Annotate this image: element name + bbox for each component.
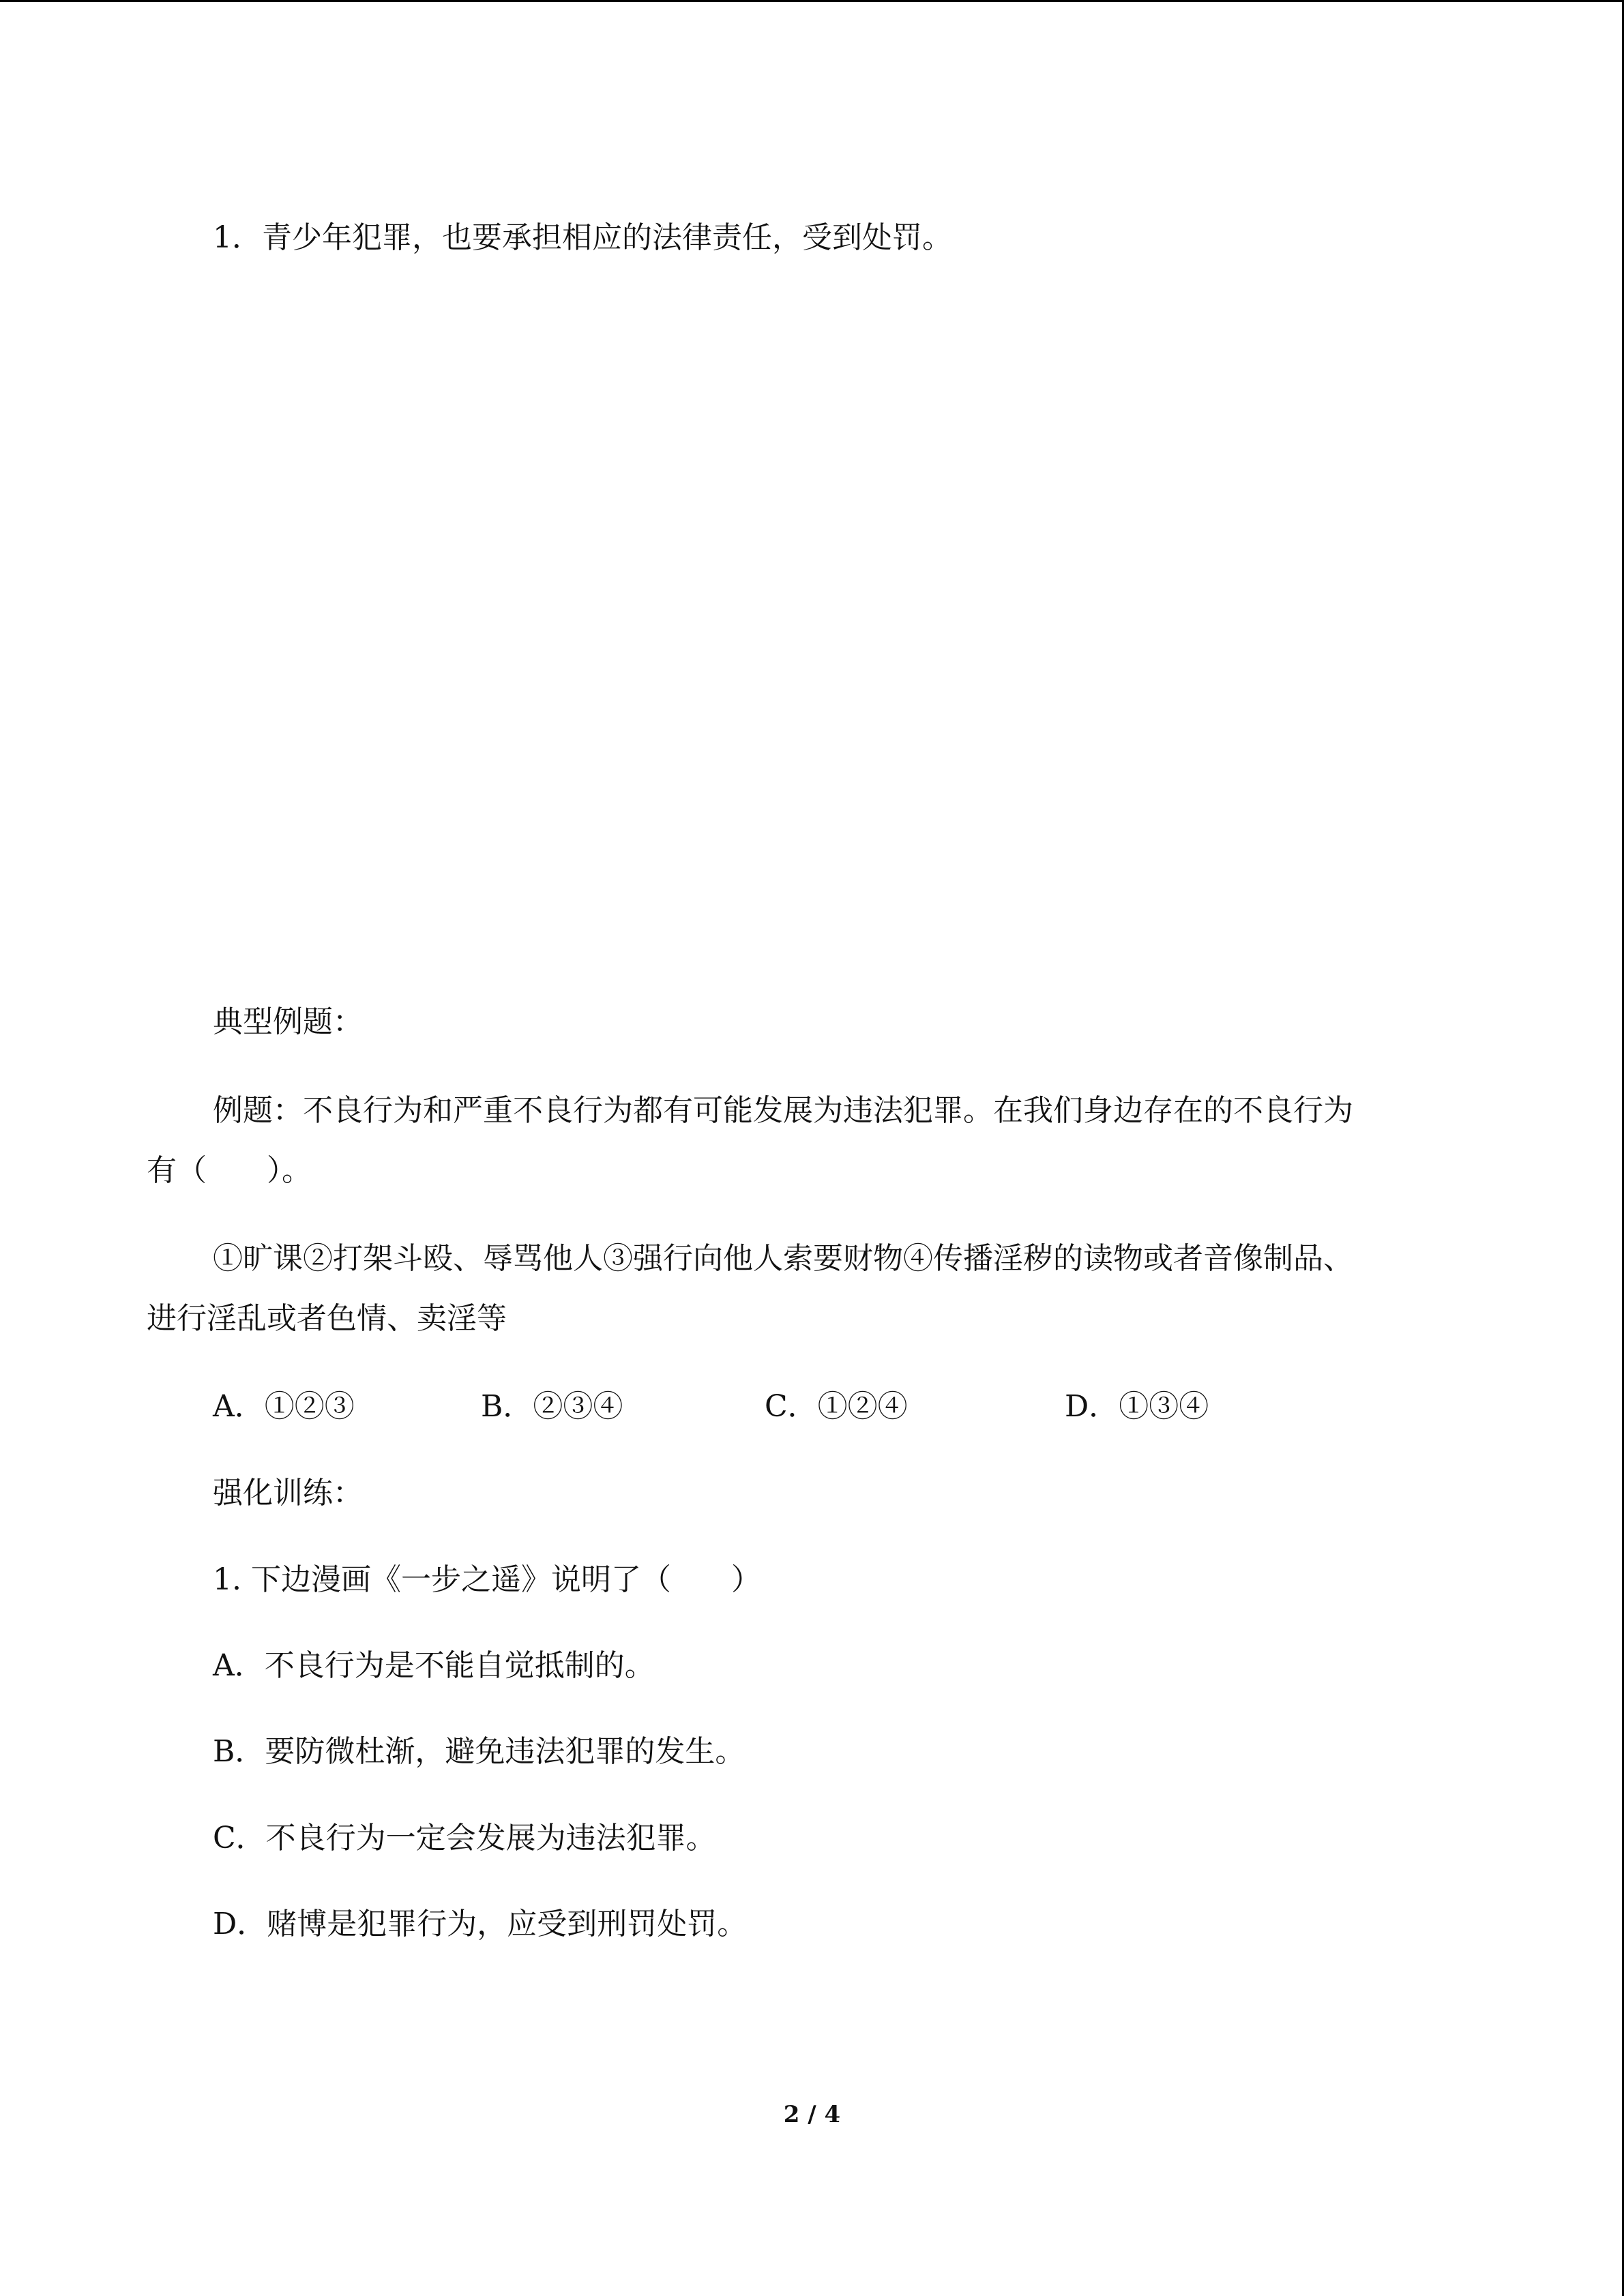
example-option-c: C．①②④ xyxy=(765,1389,908,1424)
example-question-line-1: 例题：不良行为和严重不良行为都有可能发展为违法犯罪。在我们身边存在的不良行为 xyxy=(213,1093,1353,1128)
training-option-d: D．赌博是犯罪行为，应受到刑罚处罚。 xyxy=(213,1907,748,1941)
example-items-line-1: ①旷课②打架斗殴、辱骂他人③强行向他人索要财物④传播淫秽的读物或者音像制品、 xyxy=(213,1241,1353,1276)
training-option-c: C．不良行为一定会发展为违法犯罪。 xyxy=(213,1821,716,1855)
example-items-line-2: 进行淫乱或者色情、卖淫等 xyxy=(147,1301,507,1336)
training-option-a: A．不良行为是不能自觉抵制的。 xyxy=(213,1648,655,1683)
page-number: 2 / 4 xyxy=(783,2101,841,2128)
example-option-d: D．①③④ xyxy=(1065,1389,1209,1424)
example-question-line-2: 有（ ）。 xyxy=(147,1153,312,1188)
example-option-a: A．①②③ xyxy=(213,1389,355,1424)
training-heading: 强化训练： xyxy=(213,1476,363,1510)
example-option-b: B．②③④ xyxy=(481,1389,623,1424)
training-option-b: B．要防微杜渐，避免违法犯罪的发生。 xyxy=(213,1734,745,1769)
typical-example-heading: 典型例题： xyxy=(213,1004,363,1039)
training-question-1: 1. 下边漫画《一步之遥》说明了（ ） xyxy=(213,1562,761,1597)
point-1-text: 1．青少年犯罪，也要承担相应的法律责任，受到处罚。 xyxy=(213,220,952,255)
